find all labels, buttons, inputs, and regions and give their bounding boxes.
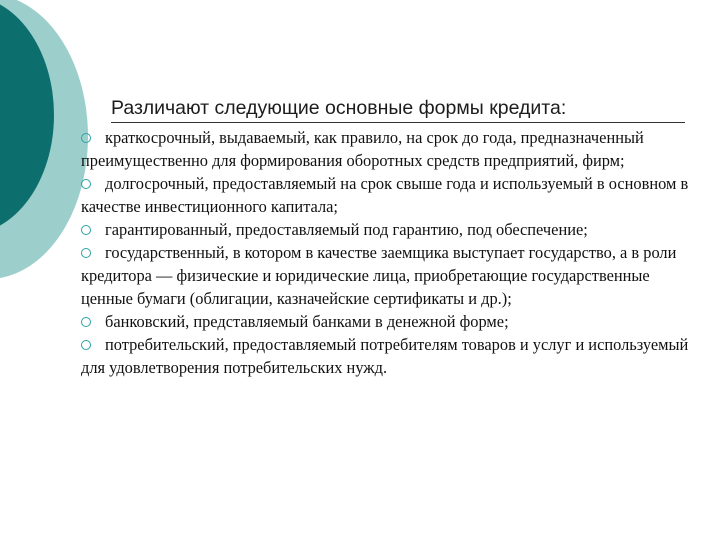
circle-bullet-icon	[81, 248, 91, 258]
list-item	[81, 333, 701, 379]
circle-bullet-icon	[81, 225, 91, 235]
list-item-text: государственный, в котором в качестве заемщика выступает государство, а в роли кредитора — физические и юридические лица, приобретающие государственные ценные бумаги (облигации, казначейские сертификаты и др.);	[81, 243, 677, 308]
list-item-text: гарантированный, предоставляемый под гарантию, под обеспечение;	[105, 220, 588, 239]
list-item-text: краткосрочный, выдаваемый, как правило, на срок до года, предназначенный преимущественно для формирования оборотных средств предприятий, фирм;	[81, 128, 644, 170]
list-item	[81, 241, 701, 310]
list-item	[81, 172, 701, 218]
circle-bullet-icon	[81, 133, 91, 143]
circle-bullet-icon	[81, 340, 91, 350]
credit-forms-list	[81, 126, 701, 379]
circle-bullet-icon	[81, 317, 91, 327]
list-item-text: банковский, представляемый банками в денежной форме;	[105, 312, 509, 331]
slide-title: Различают следующие основные формы кредита:	[111, 96, 685, 123]
list-item-text: долгосрочный, предоставляемый на срок свыше года и используемый в основном в качестве инвестиционного капитала;	[81, 174, 689, 216]
list-item-text: потребительский, предоставляемый потребителям товаров и услуг и используемый для удовлетворения потребительских нужд.	[81, 335, 689, 377]
circle-bullet-icon	[81, 179, 91, 189]
list-item	[81, 218, 701, 241]
list-item	[81, 310, 701, 333]
list-item	[81, 126, 701, 172]
